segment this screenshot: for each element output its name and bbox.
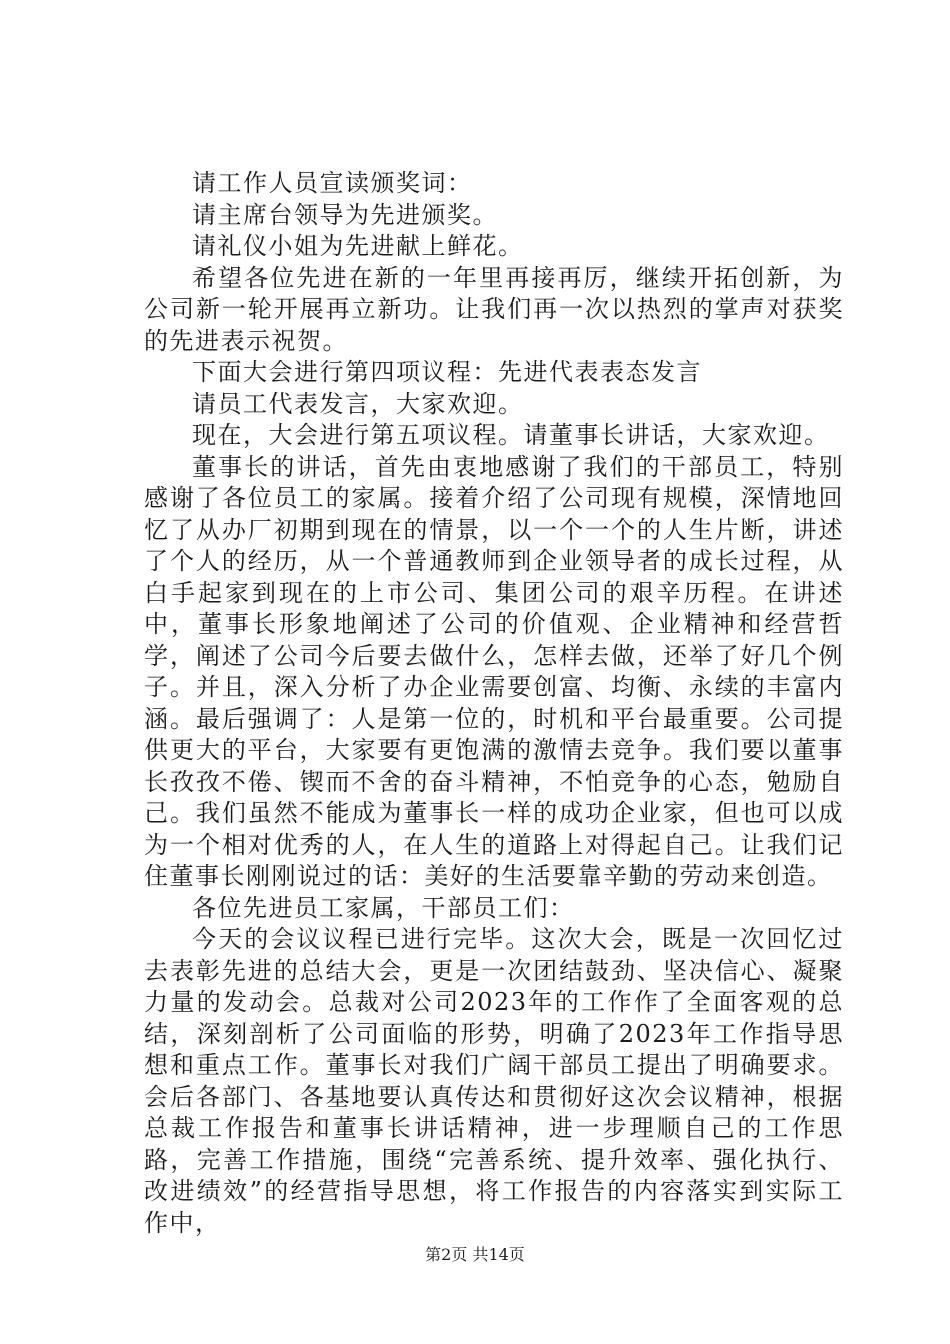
paragraph: 董事长的讲话，首先由衷地感谢了我们的干部员工，特别感谢了各位员工的家属。接着介绍了公司现有规模，深情地回忆了从办厂初期到现在的情景，以一个一个的人生片断，讲述了个人的经历，从一个普通教师到企业领导者的成长过程，从白手起家到现在的上市公司、集团公司的艰辛历程。在讲述中，董事长形象地阐述了公司的价值观、企业精神和经营哲学，阐述了公司今后要去做什么，怎样去做，还举了好几个例子。并且，深入分析了办企业需要创富、均衡、永续的丰富内涵。最后强调了：人是第一位的，时机和平台最重要。公司提供更大的平台，大家要有更饱满的激情去竞争。我们要以董事长孜孜不倦、锲而不舍的奋斗精神，不怕竞争的心态，勉励自己。我们虽然不能成为董事长一样的成功企业家，但也可以成为一个相对优秀的人，在人生的道路上对得起自己。让我们记住董事长刚刚说过的话：美好的生活要靠辛勤的劳动来创造。 <box>144 452 844 890</box>
paragraph: 今天的会议议程已进行完毕。这次大会，既是一次回忆过去表彰先进的总结大会，更是一次团结鼓劲、坚决信心、凝聚力量的发动会。总裁对公司2023年的工作作了全面客观的总结，深刻剖析了公司面临的形势，明确了2023年工作指导思想和重点工作。董事长对我们广阔干部员工提出了明确要求。会后各部门、各基地要认真传达和贯彻好这次会议精神，根据总裁工作报告和董事长讲话精神，进一步理顺自己的工作思路，完善工作措施，围绕“完善系统、提升效率、强化执行、改进绩效”的经营指导思想，将工作报告的内容落实到实际工作中， <box>144 925 844 1237</box>
document-body <box>144 168 844 1239</box>
paragraph: 下面大会进行第四项议程：先进代表表态发言 <box>192 358 702 386</box>
paragraph: 希望各位先进在新的一年里再接再厉，继续开拓创新，为公司新一轮开展再立新功。让我们再一次以热烈的掌声对获奖的先进表示祝贺。 <box>144 263 844 355</box>
paragraph: 请员工代表发言，大家欢迎。 <box>192 389 524 418</box>
paragraph: 请工作人员宣读颁奖词： <box>192 169 473 197</box>
paragraph: 各位先进员工家属，干部员工们： <box>192 893 575 922</box>
page-number-footer: 第2页 共14页 <box>425 1245 525 1264</box>
paragraph: 请主席台领导为先进颁奖。 <box>192 200 498 229</box>
paragraph: 请礼仪小姐为先进献上鲜花。 <box>192 232 524 260</box>
paragraph: 现在，大会进行第五项议程。请董事长讲话，大家欢迎。 <box>192 421 830 449</box>
